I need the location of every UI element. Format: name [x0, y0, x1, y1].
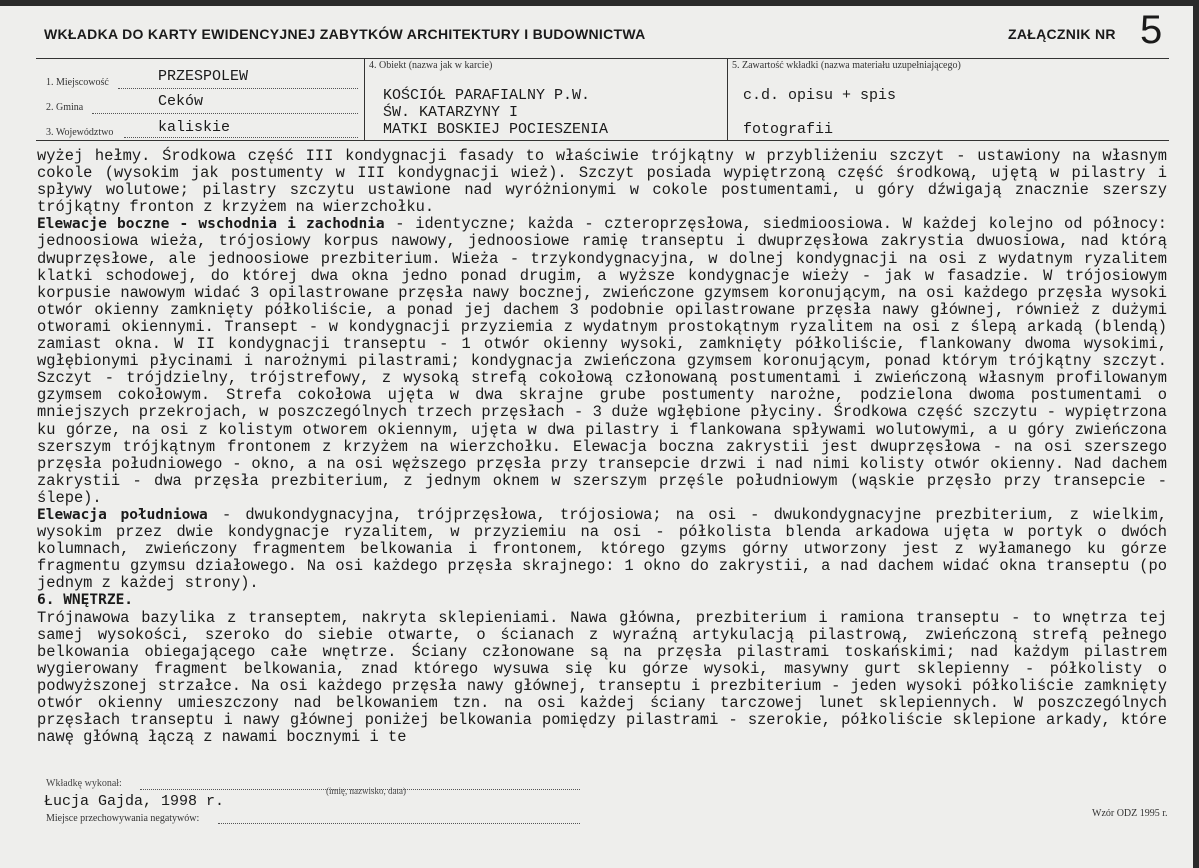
- zawartosc-line-2: fotografii: [743, 121, 834, 138]
- miejscowosc-label: 1. Miejscowość: [46, 77, 109, 88]
- paragraph-facade: wyżej hełmy. Środkowa część III kondygnacji fasady to właściwie trójkątny w przybliżeniu szczyt - ustawiony na własnym cokole (wysokim jak postumenty w III kondygnacji wież). Szczyt posiada wypiętrzoną część środkową, ujętą w pilastry i spływy wolutowe; pilastry szczytu ustawione nad wyróżnionymi w cokole postumentami, u góry dźwigają znacznie szerszy trójkątny fronton z krzyżem na wierzchołku.: [37, 147, 1167, 217]
- zawartosc-line-1: c.d. opisu + spis: [743, 87, 897, 104]
- miejscowosc-value: PRZESPOLEW: [158, 68, 249, 85]
- miejsce-dots: [218, 823, 580, 824]
- top-border: [0, 0, 1199, 6]
- obiekt-line-1: KOŚCIÓŁ PARAFIALNY P.W.: [383, 87, 591, 104]
- paragraph-interior-heading: [37, 592, 1167, 609]
- description-body: [37, 148, 1167, 746]
- header-box-top-line: [36, 58, 1169, 59]
- wykonal-label: Wkładkę wykonał:: [46, 778, 122, 789]
- wojewodztwo-label: 3. Województwo: [46, 127, 114, 138]
- obiekt-line-3: MATKI BOSKIEJ POCIESZENIA: [383, 121, 609, 138]
- heading-south-elevation: Elewacja południowa: [37, 506, 208, 523]
- heading-interior: 6. WNĘTRZE.: [37, 592, 134, 609]
- signature-text: Łucja Gajda, 1998 r.: [44, 793, 225, 810]
- obiekt-label: 4. Obiekt (nazwa jak w karcie): [369, 60, 493, 71]
- gmina-dots: [92, 113, 358, 114]
- wzor-label: Wzór ODZ 1995 r.: [1092, 808, 1168, 819]
- zalacznik-label: ZAŁĄCZNIK NR: [1008, 26, 1116, 42]
- miejscowosc-dots: [118, 88, 358, 89]
- header-divider-2: [727, 58, 728, 140]
- obiekt-line-2: ŚW. KATARZYNY I: [383, 104, 519, 121]
- zawartosc-label: 5. Zawartość wkładki (nazwa materiału uzupełniającego): [732, 60, 961, 71]
- text-side-elevations: - identyczne; każda - czteroprzęsłowa, siedmioosiowa. W każdej kolejno od północy: jednoosiowa wieża, trójosiowy korpus nawowy, jednoosiowe ramię transeptu i dwuprzęsłowa zakrystia dwuosiowa, nad którą dwuprzęsłowe, ale jednoosiowe prezbiterium. Wieża - trzykondygnacyjna, w dolnej kondygnacji na osi z wydatnym ryzalitem klatki schodowej, do której dwa okna jedno ponad drugim, a wyższe kondygnacje wieży - jak w fasadzie. W trójosiowym korpusie nawowym widać 3 opilastrowane przęsła nawy bocznej, zwieńczone gzymsem koronującym, na osi każdego przęsła wysoki otwór okienny zamknięty półkoliście, a ponad jej dachem 3 podobnie opilastrowane przęsła nawy głównej, również z dużymi otworami okiennymi. Transept - w kondygnacji przyziemia z wydatnym prostokątnym ryzalitem na osi z ślepą arkadą (blendą) zamiast okna. W II kondygnacji transeptu - 1 otwór okienny wysoki, zamknięty półkoliście, flankowany dwoma wysokimi, wgłębionymi płycinami i narożnymi pilastrami; kondygnacja zwieńczona gzymsem koronującym, ponad którym trójkątny szczyt. Szczyt - trójdzielny, trójstrefowy, z wysoką strefą cokołową członowaną postumentami i zwieńczoną własnym profilowanym gzymsem cokołowym. Strefa cokołowa ujęta w dwa skrajne grube postumenty narożne, podzielona dwoma postumentami o mniejszych przekrojach, w poszczególnych trzech przęsłach - 3 duże wgłębione płyciny. Środkowa część szczytu - wypiętrzona ku górze, na osi z kolistym otworem okiennym, ujęta w dwa pilastry i flankowana spływami wolutowymi, a u góry zwieńczona szerszym trójkątnym frontonem z krzyżem na wierzchołku. Elewacja boczna zakrystii jest dwuprzęsłowa - na osi szerszego przęsła południowego - okno, a na osi węższego przęsła przy transepcie drzwi i nad nimi kolisty otwór okienny. Nad dachem zakrystii - dwa przęsła prezbiterium, z jednym oknem w szerszym przęśle południowym (wąskie przęsło przy transepcie - ślepe).: [37, 215, 1167, 507]
- header-divider-1: [364, 58, 365, 140]
- paragraph-south-elevation: [37, 507, 1167, 592]
- right-border: [1193, 0, 1199, 868]
- gmina-value: Ceków: [158, 93, 204, 110]
- text-south-elevation: - dwukondygnacyjna, trójprzęsłowa, trójosiowa; na osi - dwukondygnacyjne prezbiterium, z wielkim, wysokim przez dwie kondygnacje ryzalitem, w przyziemiu na osi - półkolista blenda arkadowa ujęta w portyk o dwóch kolumnach, zwieńczony fragmentem belkowania i frontonem, którego gzyms górny utworzony jest z wyłamanego ku górze fragmentu gzymsu działowego. Na osi każdego przęsła skrajnego: 1 okno do zakrystii, a nad dachem widać okna transeptu (po jednym z każdej strony).: [37, 505, 1167, 593]
- zalacznik-number: 5: [1140, 8, 1163, 52]
- form-title: WKŁADKA DO KARTY EWIDENCYJNEJ ZABYTKÓW ARCHITEKTURY I BUDOWNICTWA: [44, 26, 646, 42]
- wojewodztwo-dots: [124, 137, 358, 138]
- header-box-bottom-line: [36, 140, 1169, 141]
- paragraph-side-elevations: [37, 216, 1167, 507]
- imie-label: (imię, nazwisko, data): [326, 786, 406, 796]
- wojewodztwo-value: kaliskie: [158, 119, 231, 136]
- paragraph-interior: Trójnawowa bazylika z transeptem, nakryta sklepieniami. Nawa główna, prezbiterium i ramiona transeptu - to wnętrza tej samej wysokości, szeroko do siebie otwarte, o ścianach z wyraźną artykulacją pilastrową, zwieńczoną strefą pełnego belkowania obiegającego całe wnętrze. Ściany członowane są na przęsła pilastrami toskańskimi; nad każdym pilastrem wygierowany fragment belkowania, znad którego wysuwa się ku górze wysoki, masywny gurt sklepienny - półkolisty o podwyższonej strzałce. Na osi każdego przęsła nawy głównej, transeptu i prezbiterium - jeden wysoki półkoliście zamknięty otwór okienny umieszczony nad belkowaniem tzn. na osi każdej ściany tarczowej lunet sklepiennych. W poszczególnych przęsłach transeptu i nawy głównej poniżej belkowania pomiędzy pilastrami - szerokie, półkoliście sklepione arkady, które nawę główną łączą z nawami bocznymi i te: [37, 608, 1167, 747]
- miejsce-label: Miejsce przechowywania negatywów:: [46, 813, 200, 824]
- heading-side-elevations: Elewacje boczne - wschodnia i zachodnia: [37, 216, 385, 233]
- gmina-label: 2. Gmina: [46, 102, 84, 113]
